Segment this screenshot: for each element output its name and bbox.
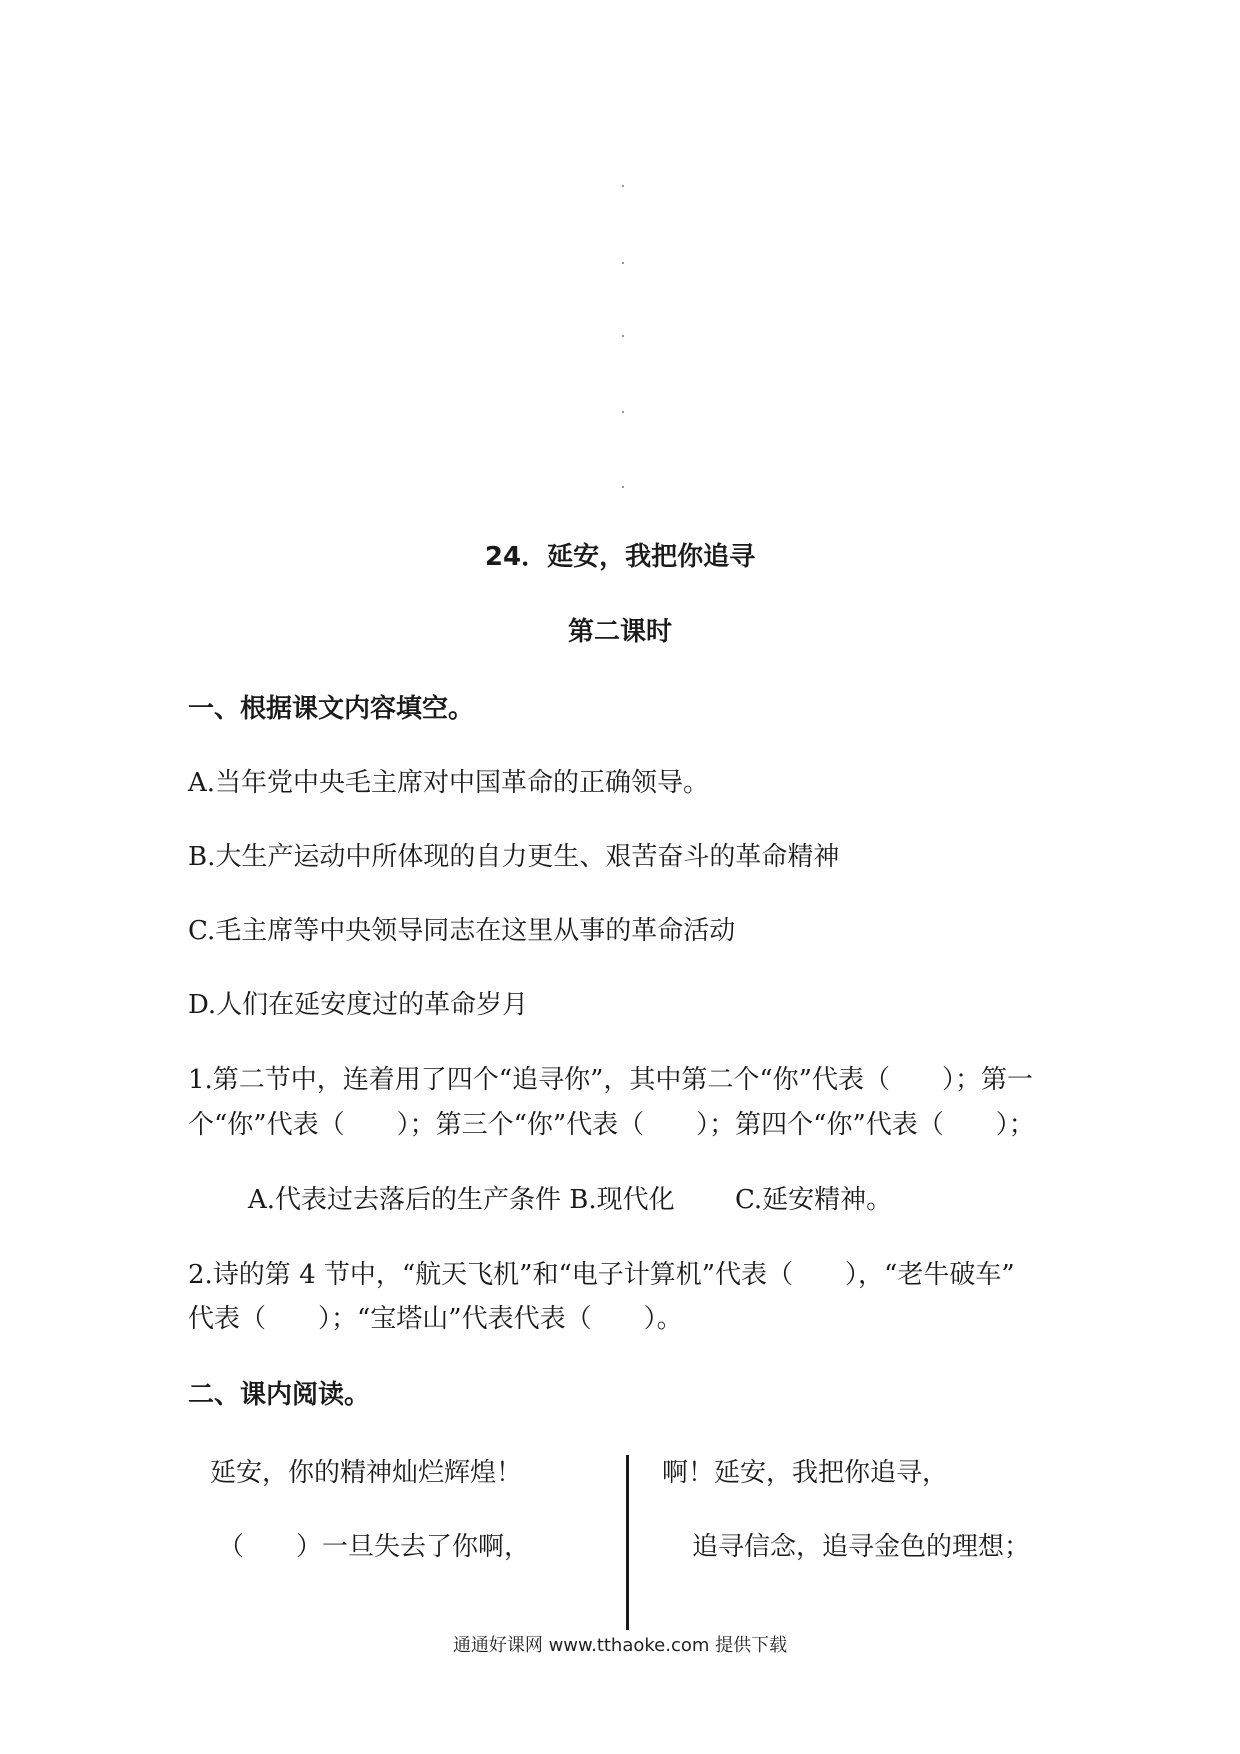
poem-left-line-2: （ ）一旦失去了你啊，: [218, 1532, 531, 1562]
option-a: A.当年党中央毛主席对中国革命的正确领导。: [188, 768, 710, 798]
scan-dot: [622, 335, 624, 337]
scan-dot: [622, 185, 624, 187]
column-divider: [626, 1455, 629, 1630]
footer-credit: 通通好课网 www.tthaoke.com 提供下载: [452, 1635, 788, 1656]
option-c: C.毛主席等中央领导同志在这里从事的革命活动: [188, 916, 736, 946]
poem-right-line-2: 追寻信念，追寻金色的理想；: [692, 1532, 1031, 1562]
question-1-line-2: 个“你”代表（ ）；第三个“你”代表（ ）；第四个“你”代表（ ）；: [188, 1110, 1035, 1140]
page-subtitle: 第二课时: [567, 617, 672, 647]
question-1-line-1: 1.第二节中，连着用了四个“追寻你”，其中第二个“你”代表（ ）；第一: [188, 1065, 1033, 1095]
scan-dot: [622, 486, 624, 488]
poem-right-line-1: 啊！延安，我把你追寻，: [662, 1458, 949, 1488]
section-heading-reading: 二、课内阅读。: [188, 1380, 371, 1410]
section-heading-fill-in: 一、根据课文内容填空。: [188, 694, 475, 724]
question-2-line-2: 代表（ ）；“宝塔山”代表代表（ ）。: [188, 1304, 683, 1334]
option-b: B.大生产运动中所体现的自力更生、艰苦奋斗的革命精神: [188, 842, 840, 872]
question-2-line-1: 2.诗的第 4 节中，“航天飞机”和“电子计算机”代表（ ），“老牛破车”: [188, 1260, 1015, 1290]
scan-dot: [622, 411, 624, 413]
option-d: D.人们在延安度过的革命岁月: [188, 990, 529, 1020]
scan-dot: [622, 262, 624, 264]
page-title: 24．延安，我把你追寻: [484, 542, 756, 572]
poem-left-line-1: 延安，你的精神灿烂辉煌！: [210, 1458, 523, 1488]
question-1-options: A.代表过去落后的生产条件 B.现代化 C.延安精神。: [248, 1185, 893, 1215]
